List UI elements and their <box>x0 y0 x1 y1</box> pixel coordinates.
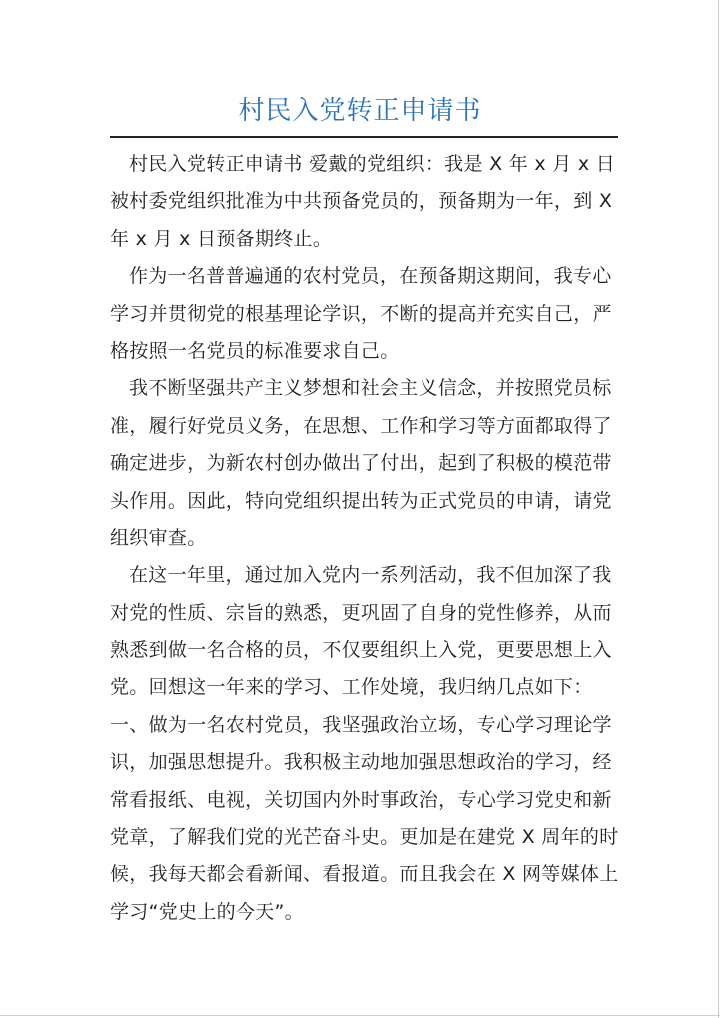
text-line: 村民入党转正申请书 爱戴的党组织：我是 X 年 x 月 x 日 <box>129 153 616 175</box>
title-underline <box>110 136 618 138</box>
text-line: 熟悉到做一名合格的员，不仅要组织上入党，更要思想上入 <box>110 639 612 662</box>
text-line: 党。回想这一年来的学习、工作处境，我归纳几点如下： <box>110 676 593 699</box>
text-line: 年 x 月 x 日预备期终止。 <box>110 227 333 250</box>
text-line: 党章，了解我们党的光芒奋斗史。更加是在建党 X 周年的时 <box>110 826 619 849</box>
paragraph-year-review <box>110 557 618 707</box>
text-line: 确定进步，为新农村创办做出了付出，起到了积极的模范带 <box>110 452 612 475</box>
paragraph-belief <box>110 370 618 557</box>
text-line: 作为一名普普遍通的农村党员，在预备期这期间，我专心 <box>129 265 612 288</box>
text-line: 常看报纸、电视，关切国内外时事政治，专心学习党史和新 <box>110 788 612 811</box>
text-line: 识，加强思想提升。我积极主动地加强思想政治的学习，经 <box>110 751 612 774</box>
paragraph-greeting <box>110 146 618 258</box>
text-line: 一、做为一名农村党员，我坚强政治立场，专心学习理论学 <box>110 713 612 736</box>
text-line: 被村委党组织批准为中共预备党员的，预备期为一年，到 X <box>110 190 613 213</box>
page-edge-right <box>718 0 719 1018</box>
document-body <box>110 146 618 931</box>
paragraph-point-one <box>110 707 618 931</box>
text-line: 格按照一名党员的标准要求自己。 <box>110 339 400 362</box>
text-line: 组织审查。 <box>110 526 207 549</box>
text-line: 学习并贯彻党的根基理论学识，不断的提高并充实自己，严 <box>110 302 612 325</box>
document-title: 村民入党转正申请书 <box>238 96 482 126</box>
text-line: 对党的性质、宗旨的熟悉，更巩固了自身的党性修养，从而 <box>110 601 612 624</box>
text-line: 准，履行好党员义务，在思想、工作和学习等方面都取得了 <box>110 414 612 437</box>
text-line: 我不断坚强共产主义梦想和社会主义信念，并按照党员标 <box>129 377 612 400</box>
text-line: 学习“党史上的今天”。 <box>110 900 304 923</box>
page-edge-bottom <box>0 1015 720 1016</box>
text-line: 候，我每天都会看新闻、看报道。而且我会在 X 网等媒体上 <box>110 863 619 886</box>
text-line: 在这一年里，通过加入党内一系列活动，我不但加深了我 <box>129 564 612 587</box>
text-line: 头作用。因此，特向党组织提出转为正式党员的申请，请党 <box>110 489 612 512</box>
paragraph-study <box>110 258 618 370</box>
